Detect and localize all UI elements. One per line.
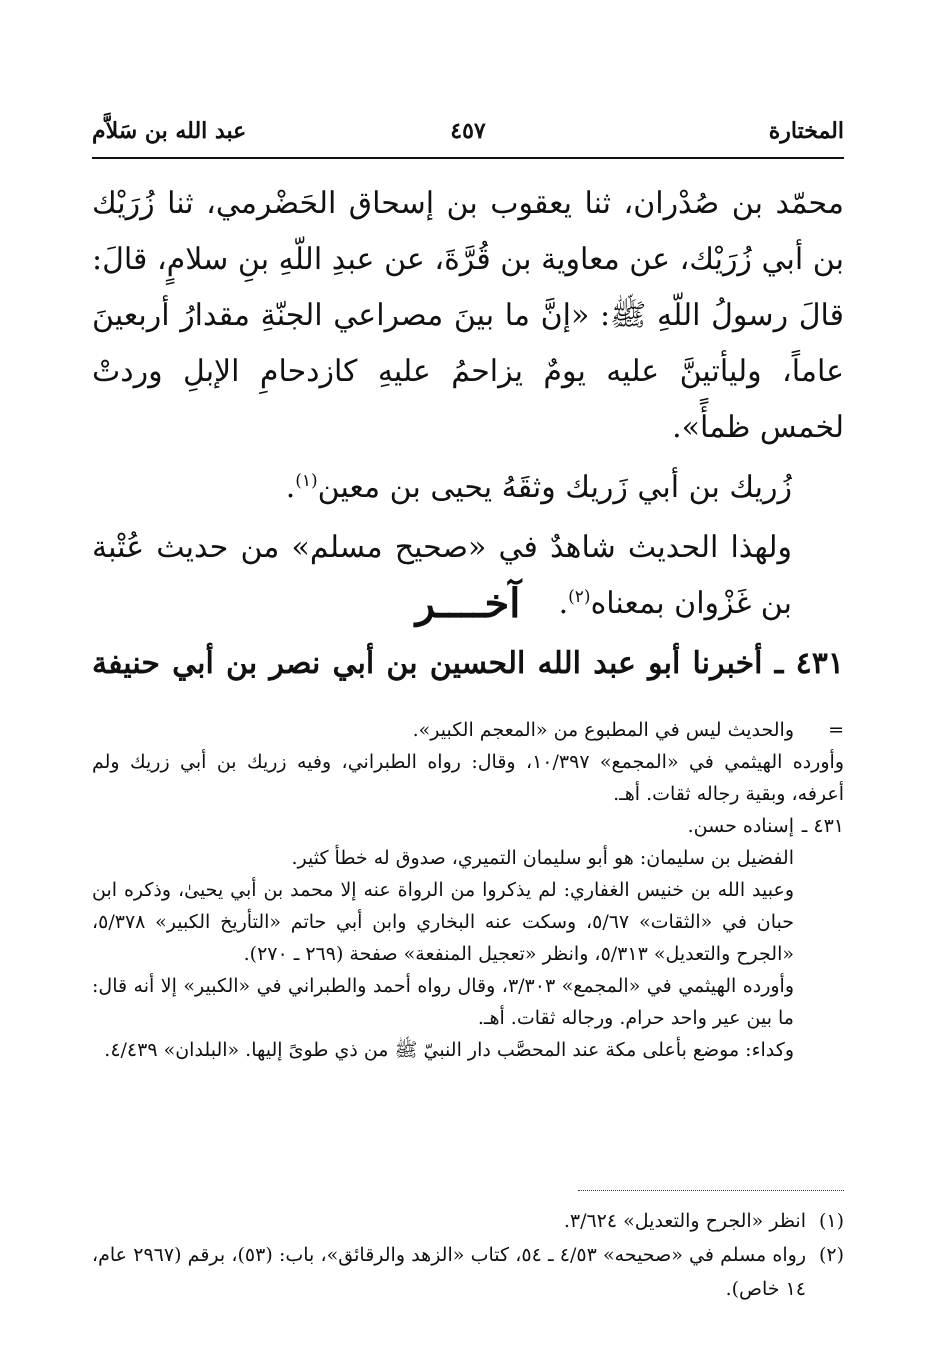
running-header (92, 118, 844, 158)
note-line: وأورده الهيثمي في «المجمع» ٣/٣٠٣، وقال رواه أحمد والطبراني في «الكبير» إلا أنه قال: ما بين عير واحد حرام. ورجاله ثقات. أهـ. (92, 975, 794, 1029)
hadith-paragraph: محمّد بن صُدْران، ثنا يعقوب بن إسحاق الحَضْرمي، ثنا زُرَيْك بن أبي زُرَيْك، عن معاوية بن قُرَّةَ، عن عبدِ اللّهِ بنِ سلامٍ، قالَ: قالَ رسولُ اللّهِ ﷺ: «إنَّ ما بينَ مصراعي الجنّةِ مقدارُ أربعينَ عاماً، وليأتينَّ عليه يومٌ يزاحمُ عليهِ كازدحامِ الإبلِ وردتْ لخمس ظمأً». (92, 186, 844, 445)
note-431-body (92, 842, 844, 1066)
commentary (92, 714, 844, 1066)
footnote-ref-2: (٢) (568, 587, 591, 607)
note-continuation: = والحديث ليس في المطبوع من «المعجم الكبير». (92, 714, 844, 746)
book-title: المختارة (768, 118, 844, 144)
section-title: آخــــر (415, 580, 521, 627)
entry-heading: ٤٣١ ـ أخبرنا أبو عبد الله الحسين بن أبي نصر بن أبي حنيفة (92, 646, 844, 681)
footnote-ref-1: (١) (295, 471, 318, 491)
note-line: الفضيل بن سليمان: هو أبو سليمان التميري، صدوق له خطأ كثير. (291, 847, 794, 869)
header-rule (92, 157, 844, 159)
note-number: ٤٣١ ـ (801, 815, 844, 837)
witness-note: ولهذا الحديث شاهدٌ في «صحيح مسلم» من حديث عُتْبة بن غَزْوان بمعناه$^{(٢)}$. (92, 530, 792, 621)
note-line: وأورده الهيثمي في «المجمع» ١٠/٣٩٧، وقال: رواه الطبراني، وفيه زريك بن أبي زريك ولم أعرفه، وبقية رجاله ثقات. أهـ. (92, 751, 844, 805)
note-431: ٤٣١ ـ إسناده حسن. (92, 810, 844, 842)
page-number: ٤٥٧ (450, 118, 486, 144)
chapter-name: عبد الله بن سَلاَّم (92, 118, 247, 144)
continuation-marker: = (828, 719, 844, 741)
main-text (92, 176, 844, 632)
footnotes (92, 1204, 844, 1306)
narrator-note: زُريك بن أبي زَريك وثقَهُ يحيى بن معين$^{(١)}$. (285, 470, 792, 505)
footnote-2: (٢) رواه مسلم في «صحيحه» ٤/٥٣ ـ ٥٤، كتاب «الزهد والرقائق»، باب: (٥٣)، برقم (٢٩٦٧ عام، ١٤ خاص). (92, 1244, 844, 1300)
note-line: وكداء: موضع بأعلى مكة عند المحصَّب دار النبيّ ﷺ من ذي طوىً إليها. «البلدان» ٤/٤٣٩. (104, 1039, 794, 1061)
footnote-1: (١) انظر «الجرح والتعديل» ٣/٦٢٤. (563, 1210, 844, 1232)
note-line: وعبيد الله بن خنيس الغفاري: لم يذكروا من الرواة عنه إلا محمد بن أبي يحيىٰ، وذكره ابن حبان في «الثقات» ٥/٦٧، وسكت عنه البخاري وابن أبي حاتم «التأريخ الكبير» ٥/٣٧٨، «الجرح والتعديل» ٥/٣١٣، وانظر «تعجيل المنفعة» صفحة (٢٦٩ ـ ٢٧٠). (92, 879, 794, 965)
footnote-rule (578, 1190, 844, 1191)
